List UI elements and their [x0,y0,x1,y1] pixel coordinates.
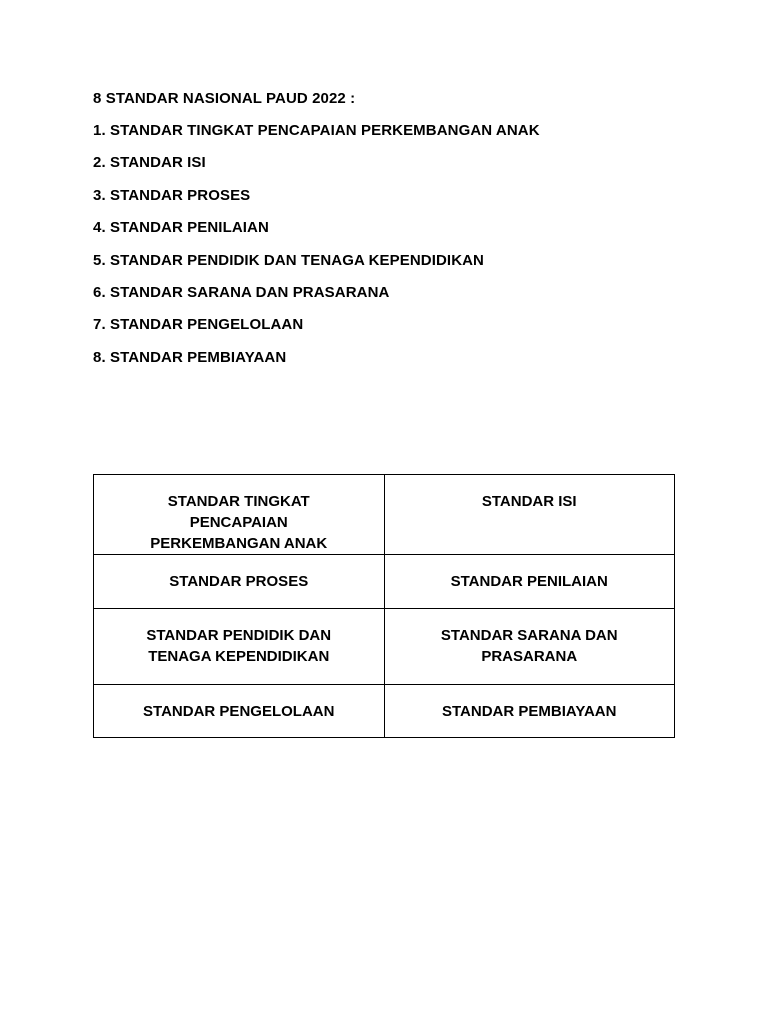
table-cell: STANDAR PEMBIAYAAN [384,685,675,738]
list-item: 5. STANDAR PENDIDIK DAN TENAGA KEPENDIDIKAN [93,251,484,269]
list-item: 7. STANDAR PENGELOLAAN [93,316,304,334]
table-row [94,609,675,685]
table-cell: STANDAR SARANA DAN PRASARANA [384,609,675,685]
table-row [94,555,675,609]
table-cell: STANDAR ISI [384,475,675,555]
table-cell: STANDAR PENGELOLAAN [94,685,385,738]
document-heading: 8 STANDAR NASIONAL PAUD 2022 : [93,90,356,107]
table-row [94,475,675,555]
table-cell: STANDAR PROSES [94,555,385,609]
table-row [94,685,675,738]
standards-list [93,121,540,380]
list-item: 3. STANDAR PROSES [93,186,251,204]
list-item: 4. STANDAR PENILAIAN [93,219,269,237]
list-item: 1. STANDAR TINGKAT PENCAPAIAN PERKEMBANGAN ANAK [93,122,540,139]
table-cell: STANDAR PENILAIAN [384,555,675,609]
standards-table [93,474,675,738]
list-item: 8. STANDAR PEMBIAYAAN [93,348,287,366]
list-item: 6. STANDAR SARANA DAN PRASARANA [93,283,390,301]
table-cell: STANDAR TINGKAT PENCAPAIAN PERKEMBANGAN ANAK [94,475,385,555]
table-cell: STANDAR PENDIDIK DAN TENAGA KEPENDIDIKAN [94,609,385,685]
list-item: 2. STANDAR ISI [93,154,206,172]
